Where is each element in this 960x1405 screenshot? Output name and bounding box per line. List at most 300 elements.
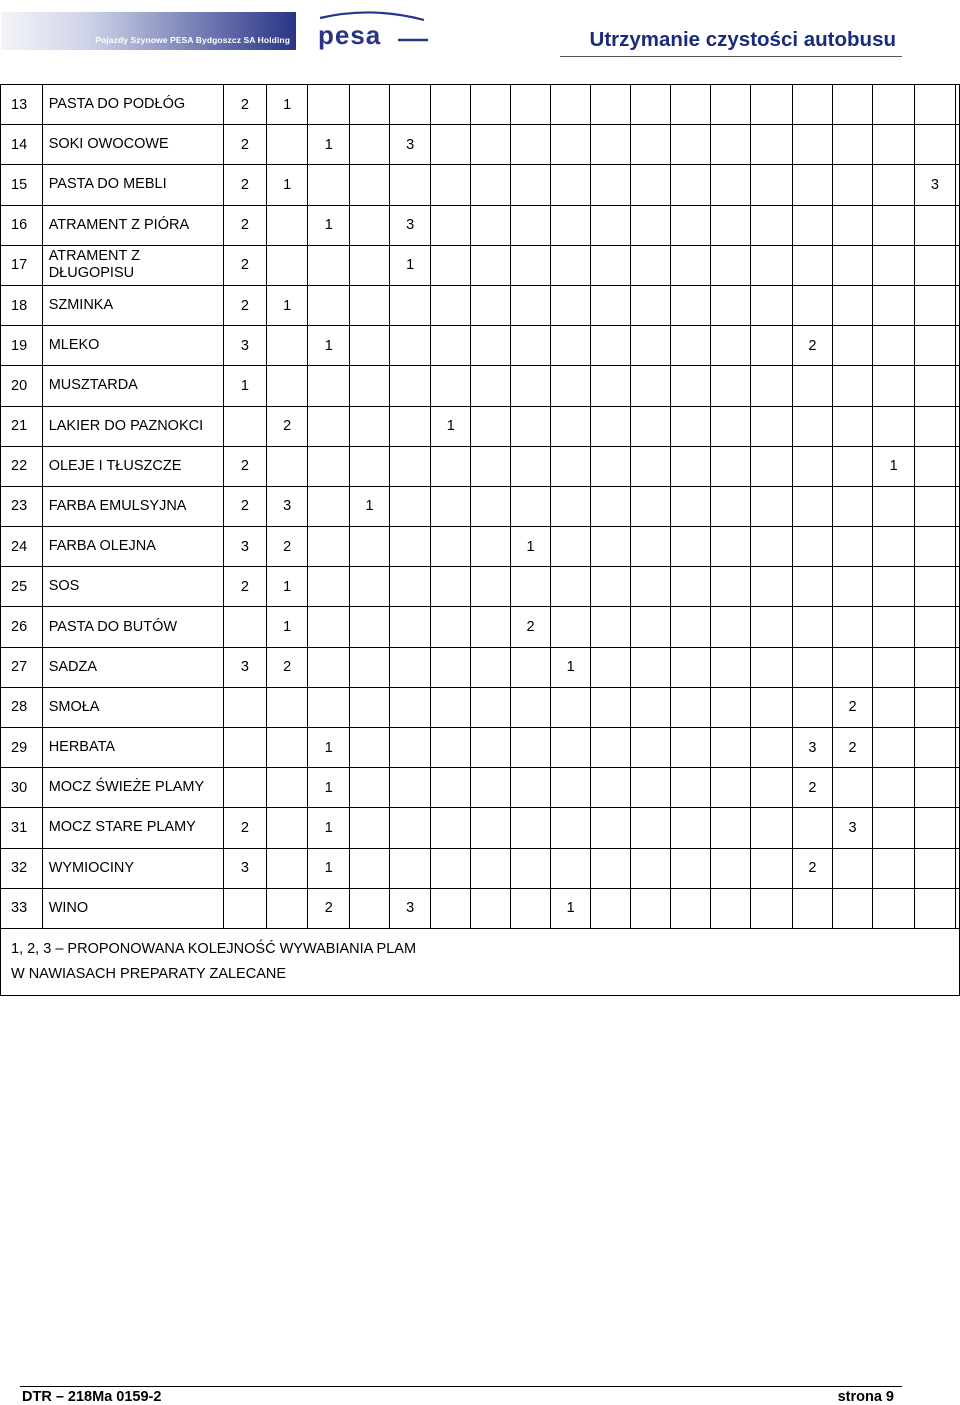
order-cell xyxy=(471,125,511,165)
order-cell xyxy=(630,808,671,848)
table-row xyxy=(1,607,960,647)
order-cell: 2 xyxy=(266,527,308,567)
order-cell xyxy=(630,647,671,687)
order-cell xyxy=(590,285,630,325)
order-cell xyxy=(630,848,671,888)
order-cell xyxy=(751,647,793,687)
order-cell xyxy=(266,808,308,848)
order-cell xyxy=(793,245,833,285)
order-cell xyxy=(630,85,671,125)
table-row xyxy=(1,165,960,205)
order-cell xyxy=(510,366,551,406)
order-cell xyxy=(471,888,511,928)
order-cell xyxy=(308,446,350,486)
order-cell xyxy=(308,165,350,205)
order-cell xyxy=(471,647,511,687)
order-cell xyxy=(751,687,793,727)
order-cell xyxy=(431,85,471,125)
order-cell xyxy=(590,647,630,687)
order-cell xyxy=(832,285,873,325)
order-cell xyxy=(671,326,711,366)
table-row xyxy=(1,406,960,446)
order-cell xyxy=(510,808,551,848)
row-number: 22 xyxy=(1,446,43,486)
order-cell xyxy=(350,245,390,285)
order-cell xyxy=(389,486,431,526)
row-number: 23 xyxy=(1,486,43,526)
pesa-logo-text: pesa xyxy=(318,20,382,50)
order-cell xyxy=(915,647,956,687)
order-cell xyxy=(671,125,711,165)
order-cell xyxy=(751,285,793,325)
order-cell xyxy=(955,446,959,486)
order-cell xyxy=(873,245,915,285)
order-cell xyxy=(510,125,551,165)
order-cell xyxy=(671,888,711,928)
order-cell xyxy=(793,808,833,848)
order-cell: 1 xyxy=(266,285,308,325)
order-cell xyxy=(590,326,630,366)
table-row xyxy=(1,285,960,325)
order-cell xyxy=(590,728,630,768)
order-cell: 1 xyxy=(551,888,591,928)
stain-name: MUSZTARDA xyxy=(42,366,223,406)
order-cell xyxy=(915,728,956,768)
order-cell xyxy=(510,486,551,526)
order-cell xyxy=(510,768,551,808)
order-cell xyxy=(873,567,915,607)
order-cell xyxy=(350,205,390,245)
order-cell xyxy=(873,768,915,808)
order-cell xyxy=(266,326,308,366)
order-cell xyxy=(873,205,915,245)
order-cell xyxy=(955,728,959,768)
order-cell xyxy=(350,808,390,848)
order-cell xyxy=(551,808,591,848)
order-cell: 1 xyxy=(266,607,308,647)
order-cell xyxy=(551,567,591,607)
order-cell xyxy=(590,125,630,165)
order-cell xyxy=(955,406,959,446)
order-cell xyxy=(431,245,471,285)
order-cell xyxy=(793,205,833,245)
order-cell xyxy=(630,527,671,567)
order-cell: 2 xyxy=(224,205,267,245)
order-cell xyxy=(389,607,431,647)
order-cell xyxy=(793,567,833,607)
stain-name: FARBA OLEJNA xyxy=(42,527,223,567)
order-cell xyxy=(671,607,711,647)
order-cell xyxy=(751,567,793,607)
order-cell xyxy=(793,366,833,406)
order-cell xyxy=(431,687,471,727)
order-cell xyxy=(710,125,751,165)
order-cell: 1 xyxy=(266,567,308,607)
order-cell xyxy=(671,848,711,888)
order-cell xyxy=(431,165,471,205)
order-cell xyxy=(510,165,551,205)
order-cell xyxy=(710,728,751,768)
order-cell xyxy=(793,888,833,928)
order-cell xyxy=(551,607,591,647)
order-cell xyxy=(308,527,350,567)
order-cell xyxy=(590,808,630,848)
row-number: 16 xyxy=(1,205,43,245)
order-cell xyxy=(471,366,511,406)
order-cell xyxy=(751,888,793,928)
order-cell xyxy=(710,647,751,687)
order-cell xyxy=(551,687,591,727)
order-cell xyxy=(389,768,431,808)
order-cell: 3 xyxy=(915,165,956,205)
order-cell xyxy=(710,285,751,325)
order-cell xyxy=(955,486,959,526)
order-cell xyxy=(915,285,956,325)
order-cell: 2 xyxy=(224,125,267,165)
order-cell xyxy=(671,366,711,406)
table-row xyxy=(1,687,960,727)
order-cell xyxy=(551,285,591,325)
order-cell xyxy=(955,687,959,727)
order-cell xyxy=(431,768,471,808)
order-cell: 2 xyxy=(224,245,267,285)
order-cell: 2 xyxy=(224,285,267,325)
order-cell xyxy=(873,366,915,406)
order-cell: 3 xyxy=(224,527,267,567)
order-cell: 1 xyxy=(308,125,350,165)
stain-name: MOCZ STARE PLAMY xyxy=(42,808,223,848)
order-cell: 2 xyxy=(793,848,833,888)
order-cell xyxy=(590,85,630,125)
order-cell xyxy=(431,848,471,888)
order-cell xyxy=(915,366,956,406)
table-row xyxy=(1,567,960,607)
order-cell xyxy=(915,768,956,808)
order-cell xyxy=(350,848,390,888)
order-cell: 1 xyxy=(389,245,431,285)
order-cell xyxy=(873,406,915,446)
order-cell xyxy=(710,486,751,526)
stain-removal-table-wrapper xyxy=(0,84,960,996)
order-cell xyxy=(551,486,591,526)
order-cell xyxy=(590,366,630,406)
order-cell xyxy=(224,728,267,768)
order-cell xyxy=(266,888,308,928)
order-cell: 1 xyxy=(266,165,308,205)
order-cell xyxy=(751,406,793,446)
order-cell xyxy=(431,647,471,687)
order-cell xyxy=(471,486,511,526)
row-number: 33 xyxy=(1,888,43,928)
order-cell xyxy=(671,687,711,727)
order-cell xyxy=(471,285,511,325)
order-cell xyxy=(832,165,873,205)
order-cell xyxy=(551,125,591,165)
order-cell xyxy=(266,848,308,888)
order-cell xyxy=(590,446,630,486)
order-cell xyxy=(350,687,390,727)
order-cell xyxy=(630,728,671,768)
order-cell xyxy=(955,285,959,325)
order-cell xyxy=(431,527,471,567)
order-cell xyxy=(915,486,956,526)
table-row xyxy=(1,205,960,245)
order-cell xyxy=(793,607,833,647)
row-number: 27 xyxy=(1,647,43,687)
stain-name: MOCZ ŚWIEŻE PLAMY xyxy=(42,768,223,808)
table-row xyxy=(1,245,960,285)
table-row xyxy=(1,728,960,768)
row-number: 25 xyxy=(1,567,43,607)
order-cell xyxy=(710,808,751,848)
order-cell xyxy=(915,406,956,446)
stain-name: PASTA DO BUTÓW xyxy=(42,607,223,647)
order-cell xyxy=(510,205,551,245)
stain-name: ATRAMENT Z PIÓRA xyxy=(42,205,223,245)
order-cell xyxy=(671,406,711,446)
order-cell xyxy=(590,205,630,245)
row-number: 19 xyxy=(1,326,43,366)
order-cell xyxy=(308,687,350,727)
order-cell xyxy=(510,567,551,607)
order-cell: 2 xyxy=(510,607,551,647)
stain-name: SADZA xyxy=(42,647,223,687)
row-number: 21 xyxy=(1,406,43,446)
order-cell: 2 xyxy=(266,647,308,687)
order-cell: 2 xyxy=(224,85,267,125)
order-cell xyxy=(873,326,915,366)
order-cell xyxy=(955,85,959,125)
order-cell xyxy=(793,406,833,446)
order-cell xyxy=(630,607,671,647)
order-cell xyxy=(630,366,671,406)
order-cell: 1 xyxy=(308,728,350,768)
order-cell xyxy=(471,567,511,607)
table-row xyxy=(1,326,960,366)
order-cell xyxy=(793,527,833,567)
order-cell xyxy=(793,687,833,727)
order-cell xyxy=(710,366,751,406)
order-cell xyxy=(630,326,671,366)
order-cell: 1 xyxy=(551,647,591,687)
order-cell xyxy=(551,527,591,567)
pesa-logo xyxy=(312,10,432,50)
order-cell xyxy=(915,607,956,647)
stain-name: WINO xyxy=(42,888,223,928)
order-cell xyxy=(510,848,551,888)
order-cell xyxy=(224,687,267,727)
order-cell xyxy=(266,768,308,808)
order-cell xyxy=(471,245,511,285)
order-cell xyxy=(915,205,956,245)
order-cell xyxy=(671,165,711,205)
order-cell xyxy=(671,85,711,125)
order-cell xyxy=(832,486,873,526)
order-cell xyxy=(350,125,390,165)
order-cell xyxy=(308,647,350,687)
order-cell xyxy=(510,647,551,687)
order-cell xyxy=(873,728,915,768)
order-cell xyxy=(873,85,915,125)
order-cell xyxy=(873,165,915,205)
order-cell xyxy=(710,768,751,808)
order-cell xyxy=(873,848,915,888)
stain-name: OLEJE I TŁUSZCZE xyxy=(42,446,223,486)
order-cell xyxy=(590,245,630,285)
order-cell: 2 xyxy=(832,728,873,768)
order-cell xyxy=(873,888,915,928)
order-cell xyxy=(471,808,511,848)
order-cell: 2 xyxy=(224,165,267,205)
order-cell xyxy=(915,85,956,125)
order-cell xyxy=(915,808,956,848)
order-cell: 3 xyxy=(266,486,308,526)
order-cell xyxy=(350,326,390,366)
order-cell xyxy=(793,85,833,125)
order-cell xyxy=(873,647,915,687)
order-cell xyxy=(551,446,591,486)
order-cell xyxy=(471,768,511,808)
order-cell xyxy=(710,245,751,285)
order-cell xyxy=(873,687,915,727)
order-cell xyxy=(590,567,630,607)
order-cell xyxy=(510,326,551,366)
order-cell xyxy=(671,205,711,245)
table-row xyxy=(1,808,960,848)
order-cell: 2 xyxy=(832,687,873,727)
order-cell xyxy=(471,446,511,486)
order-cell xyxy=(431,567,471,607)
order-cell xyxy=(266,687,308,727)
order-cell xyxy=(389,808,431,848)
order-cell xyxy=(710,888,751,928)
order-cell xyxy=(510,406,551,446)
order-cell: 2 xyxy=(224,446,267,486)
row-number: 28 xyxy=(1,687,43,727)
order-cell xyxy=(350,647,390,687)
order-cell xyxy=(590,406,630,446)
table-row xyxy=(1,848,960,888)
order-cell xyxy=(955,527,959,567)
page-number: strona 9 xyxy=(837,1389,894,1405)
order-cell: 3 xyxy=(224,326,267,366)
table-row xyxy=(1,527,960,567)
legend-row xyxy=(1,928,960,995)
order-cell xyxy=(389,567,431,607)
order-cell xyxy=(751,728,793,768)
order-cell xyxy=(832,446,873,486)
order-cell xyxy=(389,165,431,205)
order-cell xyxy=(266,366,308,406)
order-cell: 1 xyxy=(308,808,350,848)
order-cell: 2 xyxy=(793,768,833,808)
order-cell xyxy=(431,326,471,366)
order-cell xyxy=(751,446,793,486)
order-cell: 2 xyxy=(224,486,267,526)
order-cell xyxy=(471,527,511,567)
order-cell xyxy=(308,406,350,446)
table-row xyxy=(1,647,960,687)
order-cell: 3 xyxy=(224,647,267,687)
order-cell xyxy=(551,245,591,285)
order-cell xyxy=(350,567,390,607)
order-cell xyxy=(630,205,671,245)
order-cell xyxy=(955,165,959,205)
order-cell xyxy=(471,205,511,245)
stain-name: LAKIER DO PAZNOKCI xyxy=(42,406,223,446)
order-cell: 3 xyxy=(389,205,431,245)
legend-cell xyxy=(1,928,960,995)
order-cell xyxy=(630,567,671,607)
order-cell xyxy=(915,125,956,165)
order-cell: 3 xyxy=(389,125,431,165)
order-cell xyxy=(832,567,873,607)
order-cell xyxy=(751,245,793,285)
order-cell xyxy=(671,527,711,567)
order-cell xyxy=(389,366,431,406)
order-cell xyxy=(510,446,551,486)
order-cell: 1 xyxy=(308,326,350,366)
order-cell xyxy=(915,687,956,727)
order-cell xyxy=(590,165,630,205)
order-cell xyxy=(590,527,630,567)
order-cell xyxy=(671,285,711,325)
order-cell xyxy=(551,848,591,888)
order-cell xyxy=(308,607,350,647)
row-number: 14 xyxy=(1,125,43,165)
order-cell xyxy=(873,285,915,325)
order-cell xyxy=(915,888,956,928)
order-cell xyxy=(510,285,551,325)
order-cell xyxy=(873,808,915,848)
order-cell xyxy=(710,687,751,727)
row-number: 15 xyxy=(1,165,43,205)
order-cell xyxy=(832,607,873,647)
row-number: 18 xyxy=(1,285,43,325)
row-number: 29 xyxy=(1,728,43,768)
order-cell xyxy=(471,406,511,446)
order-cell xyxy=(710,205,751,245)
stain-name: WYMIOCINY xyxy=(42,848,223,888)
order-cell xyxy=(350,446,390,486)
order-cell xyxy=(350,768,390,808)
order-cell xyxy=(832,125,873,165)
company-band-text: Pojazdy Szynowe PESA Bydgoszcz SA Holding xyxy=(95,35,290,45)
order-cell xyxy=(266,205,308,245)
order-cell xyxy=(590,687,630,727)
order-cell xyxy=(710,567,751,607)
order-cell: 1 xyxy=(224,366,267,406)
order-cell xyxy=(431,486,471,526)
order-cell: 3 xyxy=(389,888,431,928)
order-cell xyxy=(955,125,959,165)
order-cell xyxy=(350,607,390,647)
page-header xyxy=(0,0,960,60)
order-cell xyxy=(350,406,390,446)
order-cell xyxy=(915,446,956,486)
order-cell: 1 xyxy=(266,85,308,125)
order-cell xyxy=(471,326,511,366)
stain-name: ATRAMENT Z DŁUGOPISU xyxy=(42,245,223,285)
order-cell xyxy=(350,85,390,125)
footer-divider xyxy=(20,1386,902,1387)
order-cell xyxy=(630,768,671,808)
order-cell xyxy=(710,326,751,366)
order-cell xyxy=(751,125,793,165)
order-cell xyxy=(751,808,793,848)
order-cell xyxy=(671,647,711,687)
table-row xyxy=(1,486,960,526)
